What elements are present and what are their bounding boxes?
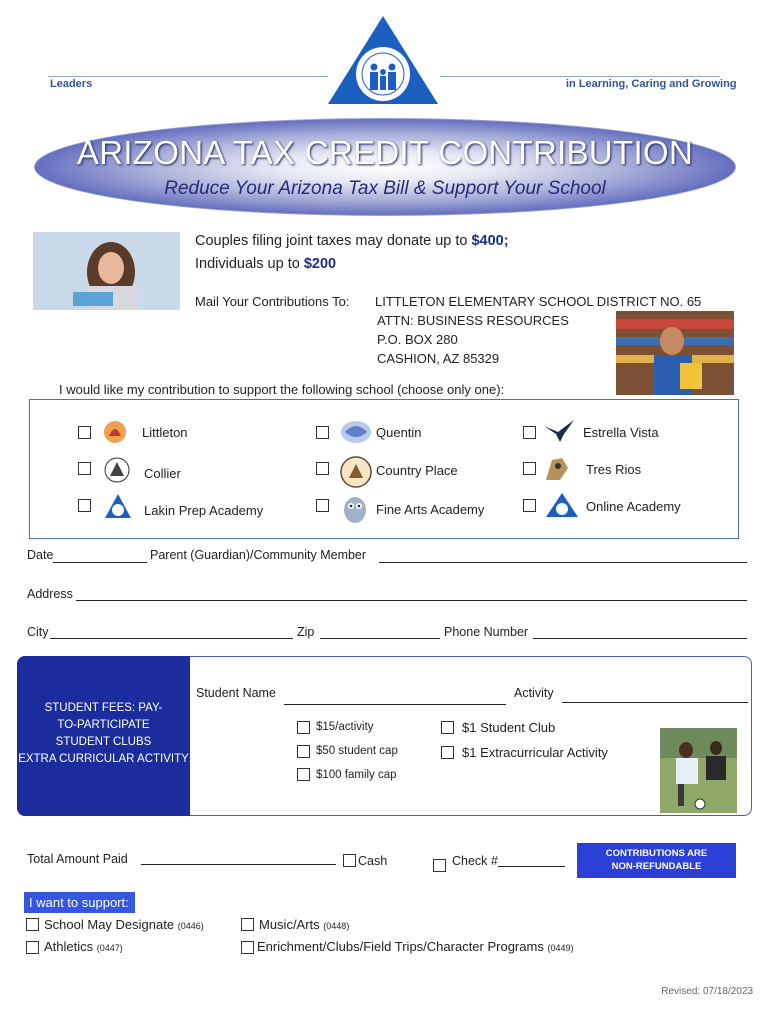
support-item-code: (0448) bbox=[323, 921, 350, 931]
header-rule-right bbox=[440, 76, 720, 77]
checkbox-estrella-vista[interactable] bbox=[523, 426, 536, 439]
lakin-prep-icon bbox=[104, 492, 132, 520]
quentin-icon bbox=[339, 418, 373, 446]
checkbox-tres-rios[interactable] bbox=[523, 462, 536, 475]
coyote-icon bbox=[102, 456, 132, 484]
address-label: Address bbox=[27, 587, 73, 601]
support-school-may-designate bbox=[44, 917, 204, 932]
checkbox-music-arts[interactable] bbox=[241, 918, 254, 931]
support-item-label: Athletics bbox=[44, 939, 94, 954]
couples-limit bbox=[195, 233, 509, 249]
school-collier: Collier bbox=[144, 466, 181, 481]
zip-field[interactable] bbox=[320, 638, 440, 639]
checkbox-15-activity[interactable] bbox=[297, 721, 310, 734]
header-rule-left bbox=[48, 76, 328, 77]
checkbox-1-student-club[interactable] bbox=[441, 721, 454, 734]
check-number-field[interactable] bbox=[498, 866, 565, 867]
checkbox-enrichment[interactable] bbox=[241, 941, 254, 954]
support-item-label: Enrichment/Clubs/Field Trips/Character Programs bbox=[257, 939, 544, 954]
couples-text: Couples filing joint taxes may donate up to bbox=[195, 233, 472, 249]
student-photo-boy bbox=[616, 311, 734, 395]
soccer-photo bbox=[660, 728, 737, 813]
page-title: ARIZONA TAX CREDIT CONTRIBUTION bbox=[76, 134, 694, 171]
support-item-code: (0446) bbox=[177, 921, 204, 931]
student-name-field[interactable] bbox=[284, 704, 506, 705]
checkbox-lakin-prep[interactable] bbox=[78, 499, 91, 512]
mail-line-4: CASHION, AZ 85329 bbox=[377, 351, 500, 366]
student-photo-girl bbox=[33, 232, 180, 310]
address-field[interactable] bbox=[76, 600, 747, 601]
district-logo bbox=[326, 14, 440, 106]
country-place-icon bbox=[339, 456, 373, 488]
individuals-limit bbox=[195, 256, 336, 272]
online-academy-icon bbox=[545, 491, 579, 519]
checkbox-100-family-cap[interactable] bbox=[297, 768, 310, 781]
zip-label: Zip bbox=[297, 625, 315, 639]
option-15-activity: $15/activity bbox=[316, 721, 374, 733]
individuals-amount: $200 bbox=[303, 256, 337, 272]
support-item-label: School May Designate bbox=[44, 917, 175, 932]
checkbox-check[interactable] bbox=[433, 859, 446, 872]
individuals-text: Individuals up to bbox=[195, 256, 304, 272]
option-1-student-club: $1 Student Club bbox=[462, 720, 556, 735]
checkbox-online-academy[interactable] bbox=[523, 499, 536, 512]
tagline-right: in Learning, Caring and Growing bbox=[566, 78, 737, 90]
eagle-icon bbox=[542, 416, 576, 444]
checkbox-quentin[interactable] bbox=[316, 426, 329, 439]
city-field[interactable] bbox=[50, 638, 293, 639]
support-item-code: (0449) bbox=[547, 943, 574, 953]
activity-field[interactable] bbox=[562, 702, 748, 703]
school-quentin: Quentin bbox=[376, 425, 422, 440]
parent-field[interactable] bbox=[379, 562, 747, 563]
school-online-academy: Online Academy bbox=[586, 499, 681, 514]
cash-label: Cash bbox=[358, 854, 388, 868]
couples-amount: $400; bbox=[471, 233, 509, 249]
support-item-label: Music/Arts bbox=[259, 917, 320, 932]
checkbox-collier[interactable] bbox=[78, 462, 91, 475]
parent-label: Parent (Guardian)/Community Member bbox=[150, 548, 367, 562]
checkbox-1-extracurricular[interactable] bbox=[441, 746, 454, 759]
city-label: City bbox=[27, 625, 49, 639]
school-fine-arts: Fine Arts Academy bbox=[376, 502, 485, 517]
mail-label: Mail Your Contributions To: bbox=[195, 294, 350, 309]
school-estrella-vista: Estrella Vista bbox=[583, 425, 659, 440]
school-tres-rios: Tres Rios bbox=[586, 462, 642, 477]
checkbox-50-student-cap[interactable] bbox=[297, 745, 310, 758]
mail-line-1: LITTLETON ELEMENTARY SCHOOL DISTRICT NO. 65 bbox=[375, 294, 702, 309]
support-enrichment bbox=[257, 939, 573, 954]
revised-date: Revised: 07/18/2023 bbox=[661, 986, 753, 997]
option-50-student-cap: $50 student cap bbox=[316, 745, 398, 757]
mail-line-2: ATTN: BUSINESS RESOURCES bbox=[377, 313, 569, 328]
option-1-extracurricular: $1 Extracurricular Activity bbox=[462, 745, 608, 760]
support-athletics bbox=[44, 939, 123, 954]
checkbox-cash[interactable] bbox=[343, 854, 356, 867]
student-name-label: Student Name bbox=[196, 686, 276, 700]
activity-label: Activity bbox=[514, 686, 554, 700]
check-label: Check # bbox=[452, 854, 498, 868]
non-refundable-notice: CONTRIBUTIONS ARE NON-REFUNDABLE bbox=[577, 843, 736, 878]
checkbox-fine-arts[interactable] bbox=[316, 499, 329, 512]
checkbox-littleton[interactable] bbox=[78, 426, 91, 439]
school-littleton: Littleton bbox=[142, 425, 188, 440]
support-item-code: (0447) bbox=[96, 943, 123, 953]
date-field[interactable] bbox=[53, 562, 147, 563]
support-heading: I want to support: bbox=[24, 892, 135, 913]
owl-icon bbox=[342, 494, 368, 524]
school-lakin-prep: Lakin Prep Academy bbox=[144, 503, 264, 518]
mail-line-3: P.O. BOX 280 bbox=[377, 332, 458, 347]
page-subtitle: Reduce Your Arizona Tax Bill & Support Your School bbox=[164, 178, 606, 199]
total-paid-label: Total Amount Paid bbox=[27, 852, 128, 866]
phoenix-icon bbox=[101, 418, 129, 446]
phone-field[interactable] bbox=[533, 638, 747, 639]
school-country-place: Country Place bbox=[376, 463, 458, 478]
phone-label: Phone Number bbox=[444, 625, 529, 639]
support-music-arts bbox=[259, 917, 349, 932]
tres-rios-icon bbox=[542, 454, 572, 484]
checkbox-athletics[interactable] bbox=[26, 941, 39, 954]
tagline-left: Leaders bbox=[50, 78, 93, 90]
student-fees-heading: STUDENT FEES: PAY- TO-PARTICIPATE STUDENT CLUBS EXTRA CURRICULAR ACTIVITY bbox=[18, 702, 189, 765]
total-paid-field[interactable] bbox=[141, 864, 336, 865]
checkbox-school-may-designate[interactable] bbox=[26, 918, 39, 931]
school-prompt: I would like my contribution to support the following school (choose only one): bbox=[59, 382, 505, 397]
option-100-family-cap: $100 family cap bbox=[316, 769, 397, 781]
checkbox-country-place[interactable] bbox=[316, 462, 329, 475]
date-label: Date bbox=[27, 548, 54, 562]
